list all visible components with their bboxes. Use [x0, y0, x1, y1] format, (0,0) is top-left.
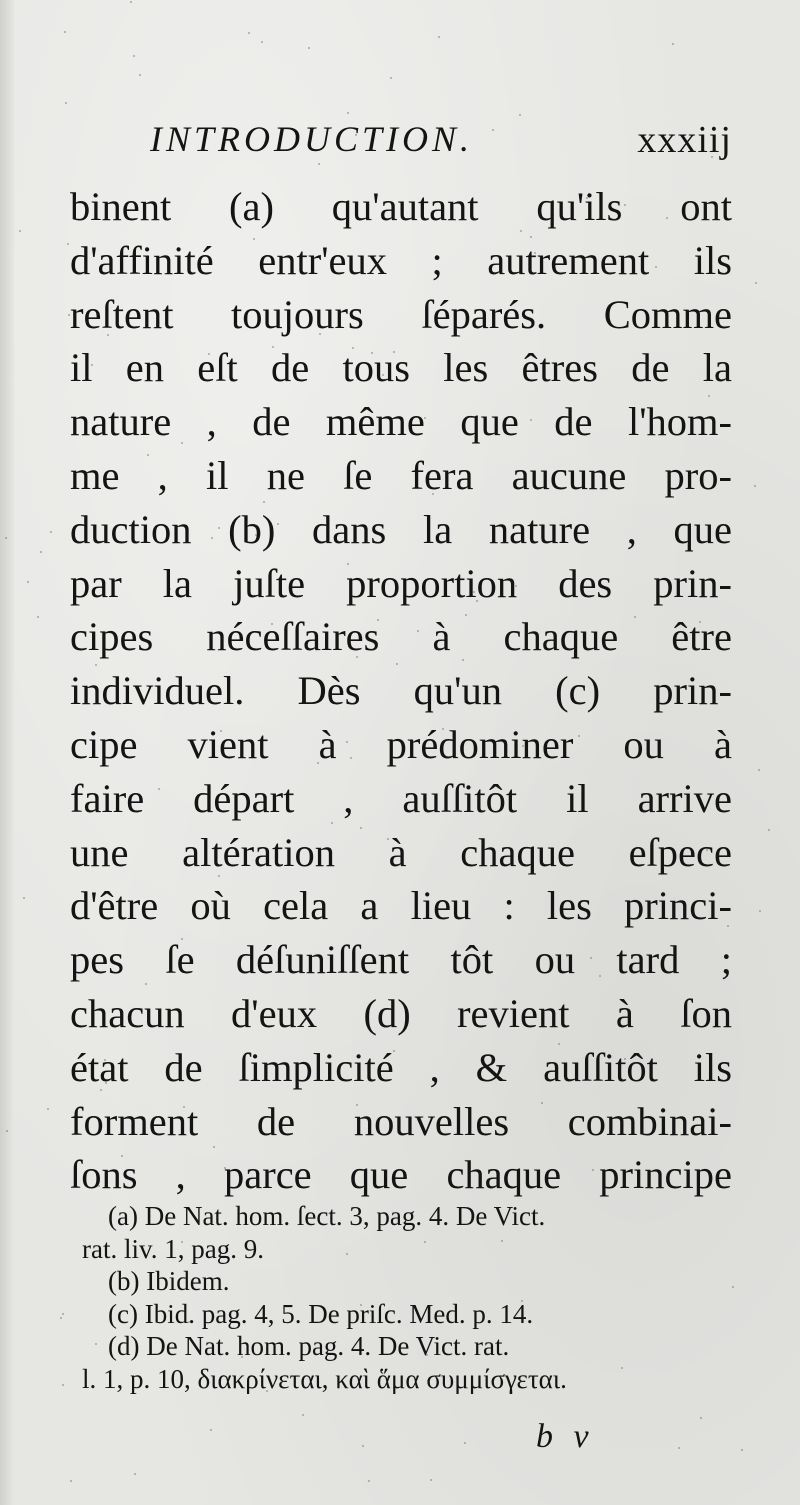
paper-speck: [19, 230, 21, 232]
running-title: INTRODUCTION.: [150, 119, 474, 159]
paper-speck: [519, 114, 521, 116]
paper-speck: [62, 1384, 64, 1386]
paper-speck: [586, 197, 588, 199]
footnotes: [82, 1200, 738, 1395]
paper-speck: [426, 1354, 428, 1356]
paper-speck: [91, 364, 93, 366]
text-line: individuel. Dès qu'un (c) prin-: [70, 668, 732, 714]
main-text-block: [70, 180, 732, 1202]
text-line: forment de nouvelles combinai-: [70, 1098, 732, 1144]
paper-speck: [23, 897, 25, 899]
paper-speck: [578, 735, 580, 737]
paper-speck: [181, 1241, 183, 1243]
paper-speck: [139, 74, 141, 76]
paper-speck: [599, 975, 601, 977]
text-line: d'affinité entr'eux ; autrement ils: [70, 237, 732, 283]
footnote-d-continuation: l. 1, p. 10, διακρίνεται, καὶ ἅμα συμμίσγεται.: [82, 1363, 567, 1394]
paper-speck: [277, 523, 279, 525]
paper-speck: [393, 351, 395, 353]
paper-speck: [308, 47, 310, 49]
paper-speck: [104, 1059, 106, 1061]
paper-speck: [261, 41, 263, 43]
paper-speck: [520, 230, 522, 232]
paper-speck: [699, 621, 701, 623]
paper-speck: [248, 32, 250, 34]
page-gutter-shadow: [0, 0, 14, 1505]
paper-speck: [272, 346, 274, 348]
paper-speck: [350, 757, 352, 759]
text-line: me , il ne ſe fera aucune pro-: [70, 452, 732, 498]
paper-speck: [356, 656, 358, 658]
paper-speck: [271, 623, 273, 625]
text-line: d'être où cela a lieu : les princi-: [70, 883, 732, 929]
text-line: ſons , parce que chaque principe: [70, 1152, 732, 1198]
paper-speck: [666, 217, 668, 219]
text-line: nature , de même que de l'hom-: [70, 399, 732, 445]
paper-speck: [347, 563, 349, 565]
paper-speck: [371, 352, 373, 354]
paper-speck: [37, 616, 39, 618]
paper-speck: [711, 156, 713, 158]
paper-speck: [218, 875, 220, 877]
paper-speck: [387, 838, 389, 840]
paper-speck: [432, 493, 434, 495]
text-line: pes ſe déſuniſſent tôt ou tard ;: [70, 937, 732, 983]
paper-speck: [424, 1241, 426, 1243]
paper-speck: [621, 1367, 623, 1369]
paper-speck: [224, 1167, 226, 1169]
text-line: reſtent toujours ſéparés. Comme: [70, 291, 732, 337]
paper-speck: [64, 31, 66, 33]
paper-speck: [515, 585, 517, 587]
paper-speck: [697, 1079, 699, 1081]
paper-speck: [27, 581, 29, 583]
text-line: par la juſte proportion des prin-: [70, 560, 732, 606]
paper-speck: [210, 1429, 212, 1431]
paper-speck: [708, 395, 710, 397]
paper-speck: [476, 600, 478, 602]
paper-speck: [716, 1013, 718, 1015]
paper-speck: [169, 588, 171, 590]
paper-speck: [263, 501, 265, 503]
footnote-d: (d) De Nat. hom. pag. 4. De Vict. rat.: [108, 1331, 510, 1361]
paper-speck: [624, 204, 626, 206]
paper-speck: [382, 374, 384, 376]
paper-speck: [134, 1473, 136, 1475]
paper-speck: [566, 955, 568, 957]
paper-speck: [759, 910, 761, 912]
paper-speck: [68, 314, 70, 316]
paper-speck: [360, 827, 362, 829]
paper-speck: [158, 788, 160, 790]
paper-speck: [522, 745, 524, 747]
paper-speck: [107, 334, 109, 336]
paper-speck: [727, 925, 729, 927]
paper-speck: [438, 36, 440, 38]
text-line: duction (b) dans la nature , que: [70, 506, 732, 552]
footnote-a: (a) De Nat. hom. ſect. 3, pag. 4. De Vict.: [108, 1201, 546, 1231]
paper-speck: [253, 238, 255, 240]
paper-speck: [396, 663, 398, 665]
paper-speck: [521, 1300, 523, 1302]
paper-speck: [65, 102, 67, 104]
paper-speck: [534, 252, 536, 254]
paper-speck: [541, 1102, 543, 1104]
paper-speck: [208, 353, 210, 355]
paper-speck: [754, 485, 756, 487]
paper-speck: [634, 616, 636, 618]
paper-speck: [492, 129, 494, 131]
paper-speck: [181, 938, 183, 940]
text-line: cipe vient à prédominer ou à: [70, 721, 732, 767]
footnote-b: (b) Ibidem.: [108, 1266, 230, 1296]
signature-mark: b v: [536, 1418, 595, 1455]
text-line: binent (a) qu'autant qu'ils ont: [70, 184, 732, 229]
paper-speck: [368, 1480, 370, 1482]
paper-speck: [181, 442, 183, 444]
paper-speck: [464, 1442, 466, 1444]
paper-speck: [700, 1417, 702, 1419]
paper-speck: [558, 1043, 560, 1045]
paper-speck: [302, 1414, 304, 1416]
paper-speck: [62, 1313, 64, 1315]
paper-speck: [100, 1089, 102, 1091]
footnote-a-continuation: rat. liv. 1, pag. 9.: [82, 1233, 264, 1264]
text-line: une altération à chaque eſpece: [70, 829, 732, 875]
paper-speck: [465, 614, 467, 616]
paper-speck: [442, 728, 444, 730]
paper-speck: [678, 1447, 680, 1449]
paper-speck: [6, 1130, 8, 1132]
paper-speck: [755, 282, 757, 284]
paper-speck: [95, 1343, 97, 1345]
paper-speck: [530, 236, 532, 238]
text-line: chacun d'eux (d) revient à ſon: [70, 990, 732, 1036]
text-line: état de ſimplicité , & auſſitôt ils: [70, 1044, 732, 1090]
paper-speck: [346, 1253, 348, 1255]
paper-speck: [188, 1321, 190, 1323]
paper-speck: [213, 1146, 215, 1148]
paper-speck: [758, 769, 760, 771]
paper-speck: [318, 163, 320, 165]
paper-speck: [592, 1169, 594, 1171]
paper-speck: [530, 419, 532, 421]
paper-speck: [60, 1317, 62, 1319]
paper-speck: [501, 1240, 503, 1242]
paper-speck: [220, 730, 222, 732]
paper-speck: [98, 1185, 100, 1187]
paper-speck: [67, 243, 69, 245]
paper-speck: [417, 630, 419, 632]
paper-speck: [393, 1050, 395, 1052]
paper-speck: [319, 333, 321, 335]
paper-speck: [211, 537, 213, 539]
paper-speck: [241, 1356, 243, 1358]
text-line: cipes néceſſaires à chaque être: [70, 614, 732, 660]
paper-speck: [255, 534, 257, 536]
paper-speck: [537, 967, 539, 969]
paper-speck: [317, 762, 319, 764]
paper-speck: [50, 531, 52, 533]
paper-speck: [145, 983, 147, 985]
paper-speck: [741, 1449, 743, 1451]
paper-speck: [183, 1106, 185, 1108]
paper-speck: [377, 619, 379, 621]
paper-speck: [352, 347, 354, 349]
paper-speck: [473, 591, 475, 593]
paper-speck: [624, 1058, 626, 1060]
paper-speck: [133, 55, 135, 57]
paper-speck: [47, 1108, 49, 1110]
paper-speck: [346, 741, 348, 743]
paper-speck: [356, 1104, 358, 1106]
paper-speck: [355, 134, 357, 136]
text-line: il en eſt de tous les êtres de la: [70, 345, 732, 391]
paper-speck: [590, 957, 592, 959]
paper-speck: [266, 1390, 268, 1392]
paper-speck: [732, 1286, 734, 1288]
paper-speck: [40, 551, 42, 553]
paper-speck: [130, 1, 132, 3]
paper-speck: [768, 829, 770, 831]
paper-speck: [70, 1480, 72, 1482]
paper-speck: [121, 1155, 123, 1157]
paper-speck: [147, 454, 149, 456]
paper-speck: [390, 77, 392, 79]
page-number: xxxiij: [637, 119, 732, 161]
paper-speck: [5, 537, 7, 539]
paper-speck: [95, 664, 97, 666]
paper-speck: [655, 266, 657, 268]
paper-speck: [105, 1082, 107, 1084]
paper-speck: [706, 849, 708, 851]
footnote-c: (c) Ibid. pag. 4, 5. De priſc. Med. p. 14.: [108, 1298, 534, 1329]
paper-speck: [331, 822, 333, 824]
page-header: [150, 118, 740, 174]
paper-speck: [362, 1445, 364, 1447]
paper-speck: [347, 112, 349, 114]
paper-speck: [360, 1304, 362, 1306]
paper-speck: [464, 701, 466, 703]
paper-speck: [672, 43, 674, 45]
paper-speck: [424, 417, 426, 419]
paper-speck: [218, 527, 220, 529]
paper-speck: [462, 659, 464, 661]
paper-speck: [430, 1479, 432, 1481]
text-line: faire départ , auſſitôt il arrive: [70, 775, 732, 821]
